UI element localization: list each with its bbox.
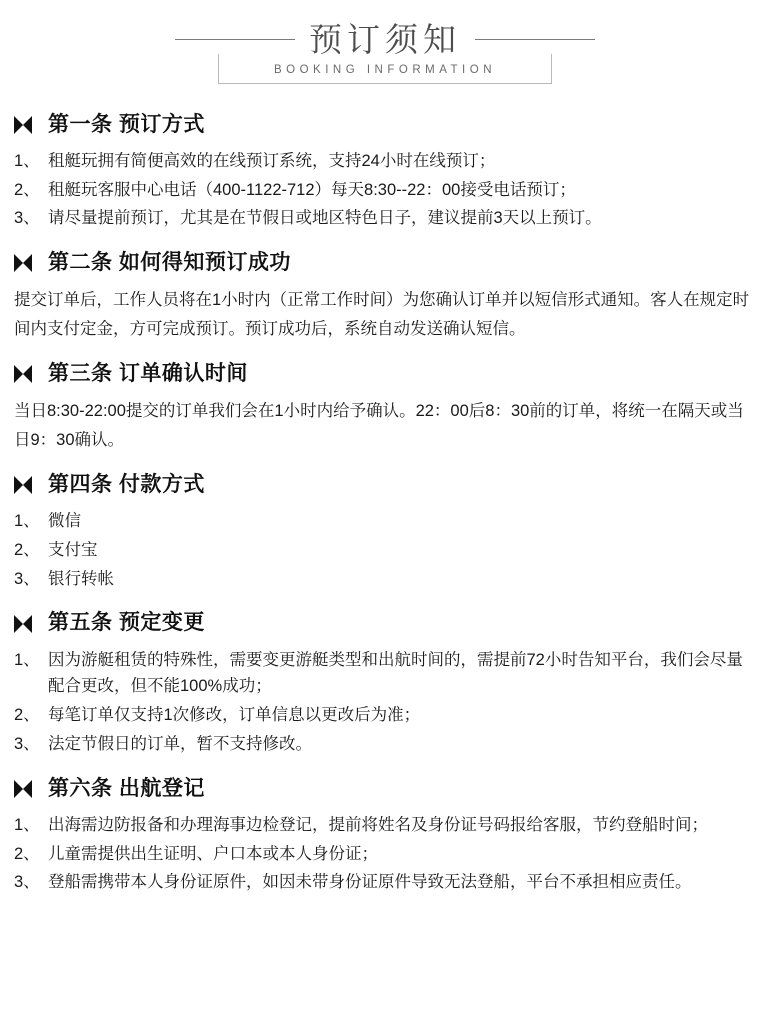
section: [14, 472, 756, 592]
list-item-text: 法定节假日的订单，暂不支持修改。: [48, 734, 312, 753]
section-title: 第六条 出航登记: [48, 776, 205, 800]
list-item: [14, 731, 756, 758]
diamond-bullet-icon: [14, 254, 32, 272]
list-item-number: 3、: [14, 209, 40, 228]
section-header: [14, 361, 756, 387]
list-item: [14, 702, 756, 729]
list-item-text: 每笔订单仅支持1次修改，订单信息以更改后为准；: [48, 706, 421, 725]
section-header: [14, 610, 756, 636]
numbered-list: [14, 148, 756, 232]
diamond-bullet-icon: [14, 780, 32, 798]
list-item-number: 2、: [14, 706, 40, 725]
paragraph: 提交订单后，工作人员将在1小时内（正常工作时间）为您确认订单并以短信形式通知。客人在规定时间内支付定金，方可完成预订。预订成功后，系统自动发送确认短信。: [14, 291, 750, 338]
paragraph: 当日8:30-22:00提交的订单我们会在1小时内给予确认。22：00后8：30前的订单，将统一在隔天或当日9：30确认。: [14, 402, 744, 449]
list-item-text: 银行转帐: [48, 569, 114, 588]
section-header: [14, 250, 756, 276]
list-item-text: 租艇玩客服中心电话（400-1122-712）每天8:30--22：00接受电话预订；: [48, 180, 576, 199]
page-title: 预订须知: [309, 21, 461, 58]
list-item: [14, 566, 756, 593]
list-item-number: 2、: [14, 540, 40, 559]
section-header: [14, 472, 756, 498]
list-item-number: 2、: [14, 844, 40, 863]
numbered-list: [14, 508, 756, 592]
list-item-number: 1、: [14, 151, 40, 170]
title-rule-right: [475, 39, 595, 40]
sections-container: [14, 112, 756, 896]
section-title: 第四条 付款方式: [48, 473, 205, 496]
list-item-number: 1、: [14, 815, 40, 834]
list-item: [14, 869, 756, 896]
list-item-number: 1、: [14, 650, 40, 669]
section-title: 第一条 预订方式: [48, 112, 205, 136]
list-item-text: 支付宝: [48, 540, 98, 559]
list-item-text: 因为游艇租赁的特殊性，需要变更游艇类型和出航时间的，需提前72小时告知平台，我们会尽量配合更改，但不能100%成功；: [48, 650, 743, 696]
section-header: [14, 112, 756, 138]
list-item-text: 登船需携带本人身份证原件，如因未带身份证原件导致无法登船，平台不承担相应责任。: [48, 873, 692, 892]
title-row: [14, 20, 756, 60]
list-item: [14, 841, 756, 868]
section: [14, 112, 756, 232]
section: [14, 610, 756, 757]
list-item-text: 请尽量提前预订，尤其是在节假日或地区特色日子，建议提前3天以上预订。: [48, 209, 602, 228]
page-subtitle: BOOKING INFORMATION: [273, 63, 496, 76]
diamond-bullet-icon: [14, 615, 32, 633]
document-header: [14, 14, 756, 94]
diamond-bullet-icon: [14, 365, 32, 383]
list-item-text: 出海需边防报备和办理海事边检登记，提前将姓名及身份证号码报给客服，节约登船时间；: [48, 815, 708, 834]
list-item-text: 微信: [48, 512, 81, 531]
list-item-number: 2、: [14, 180, 40, 199]
diamond-bullet-icon: [14, 116, 32, 134]
list-item: [14, 508, 756, 535]
list-item: [14, 177, 756, 204]
section-title: 第三条 订单确认时间: [48, 362, 248, 385]
list-item: [14, 148, 756, 175]
section-title: 第二条 如何得知预订成功: [48, 251, 291, 274]
list-item: [14, 205, 756, 232]
section: [14, 776, 756, 896]
diamond-bullet-icon: [14, 476, 32, 494]
section: [14, 361, 756, 454]
list-item: [14, 647, 756, 700]
list-item-text: 租艇玩拥有简便高效的在线预订系统，支持24小时在线预订；: [48, 151, 496, 170]
numbered-list: [14, 812, 756, 896]
section-title: 第五条 预定变更: [48, 611, 205, 635]
list-item-number: 1、: [14, 512, 40, 531]
list-item-number: 3、: [14, 569, 40, 588]
section: [14, 250, 756, 343]
list-item-number: 3、: [14, 873, 40, 892]
list-item-text: 儿童需提供出生证明、户口本或本人身份证；: [48, 844, 378, 863]
list-item: [14, 812, 756, 839]
numbered-list: [14, 647, 756, 758]
section-header: [14, 776, 756, 802]
list-item-number: 3、: [14, 734, 40, 753]
title-rule-left: [175, 39, 295, 40]
list-item: [14, 537, 756, 564]
